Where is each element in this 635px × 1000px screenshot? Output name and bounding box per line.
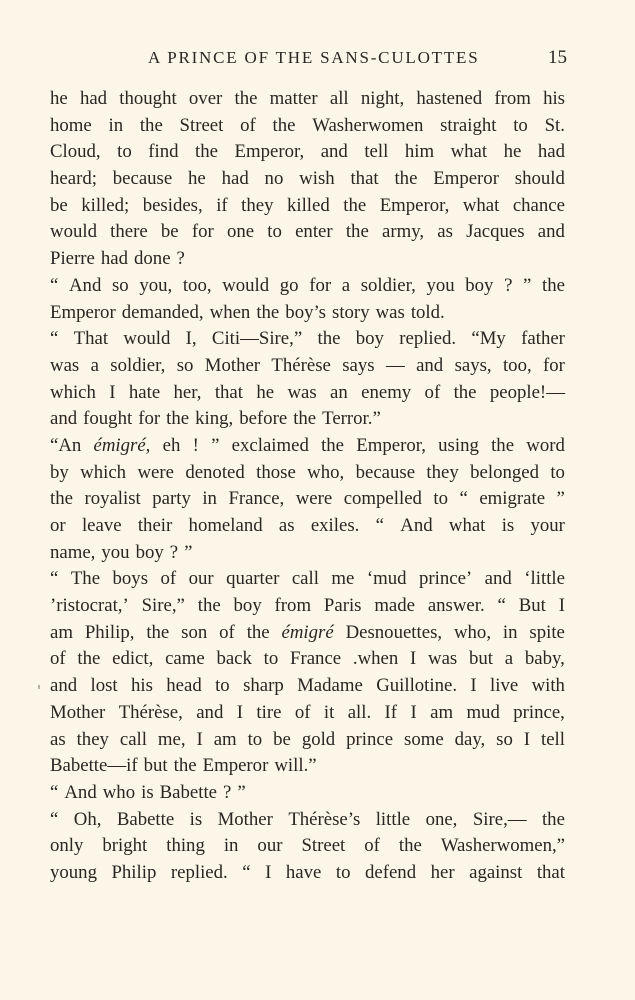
text-line: home in the Street of the Washerwomen straight to St.: [50, 114, 565, 136]
text-line: be killed; besides, if they killed the Emperor, what chance: [50, 194, 565, 216]
margin-mark: [38, 685, 40, 689]
text-line: or leave their homeland as exiles. “ And what is your: [50, 515, 565, 536]
text-line: “ And so you, too, would go for a soldier, you boy ? ” the: [50, 274, 565, 296]
text-line: by which were denoted those who, because they belonged to: [50, 461, 565, 483]
text-line: as they call me, I am to be gold prince some day, so I tell: [50, 728, 565, 750]
text-line: young Philip replied. “ I have to defend her against that: [50, 861, 565, 883]
text-line: Mother Thérèse, and I tire of it all. If I am mud prince,: [50, 701, 565, 723]
text-line: “ The boys of our quarter call me ‘mud prince’ and ‘little: [50, 568, 565, 590]
text-line: ’ristocrat,’ Sire,” the boy from Paris made answer. “ But I: [50, 595, 565, 617]
text-line: Cloud, to find the Emperor, and tell him what he had: [50, 141, 565, 163]
text-line: he had thought over the matter all night, hastened from his: [50, 88, 565, 109]
text-line: only bright thing in our Street of the Washerwomen,”: [50, 835, 565, 857]
text-line: heard; because he had no wish that the Emperor should: [50, 168, 565, 190]
text-line: of the edict, came back to France .when I was but a baby,: [50, 648, 565, 670]
text-line: and fought for the king, before the Terror.”: [50, 408, 381, 430]
page-number: 15: [548, 47, 567, 68]
text-line: Emperor demanded, when the boy’s story was told.: [50, 301, 445, 323]
text-line: “An émigré, eh ! ” exclaimed the Emperor, using the word: [50, 434, 565, 456]
page-header: [50, 42, 565, 70]
text-line: and lost his head to sharp Madame Guillotine. I live with: [50, 675, 565, 697]
text-line: “ That would I, Citi—Sire,” the boy replied. “My father: [50, 328, 565, 350]
body-text: [50, 86, 565, 887]
text-line: the royalist party in France, were compelled to “ emigrate ”: [50, 488, 565, 510]
text-line: Babette—if but the Emperor will.”: [50, 755, 317, 777]
text-line: would there be for one to enter the army, as Jacques and: [50, 221, 565, 243]
text-line: was a soldier, so Mother Thérèse says — and says, too, for: [50, 354, 565, 376]
text-line: “ Oh, Babette is Mother Thérèse’s little one, Sire,— the: [50, 808, 565, 830]
text-line: “ And who is Babette ? ”: [50, 781, 246, 803]
text-line: am Philip, the son of the émigré Desnouettes, who, in spite: [50, 621, 565, 643]
text-line: which I hate her, that he was an enemy of the people!—: [50, 381, 565, 403]
text-line: Pierre had done ?: [50, 248, 185, 270]
running-head: A PRINCE OF THE SANS-CULOTTES: [148, 48, 480, 67]
text-line: name, you boy ? ”: [50, 541, 193, 563]
